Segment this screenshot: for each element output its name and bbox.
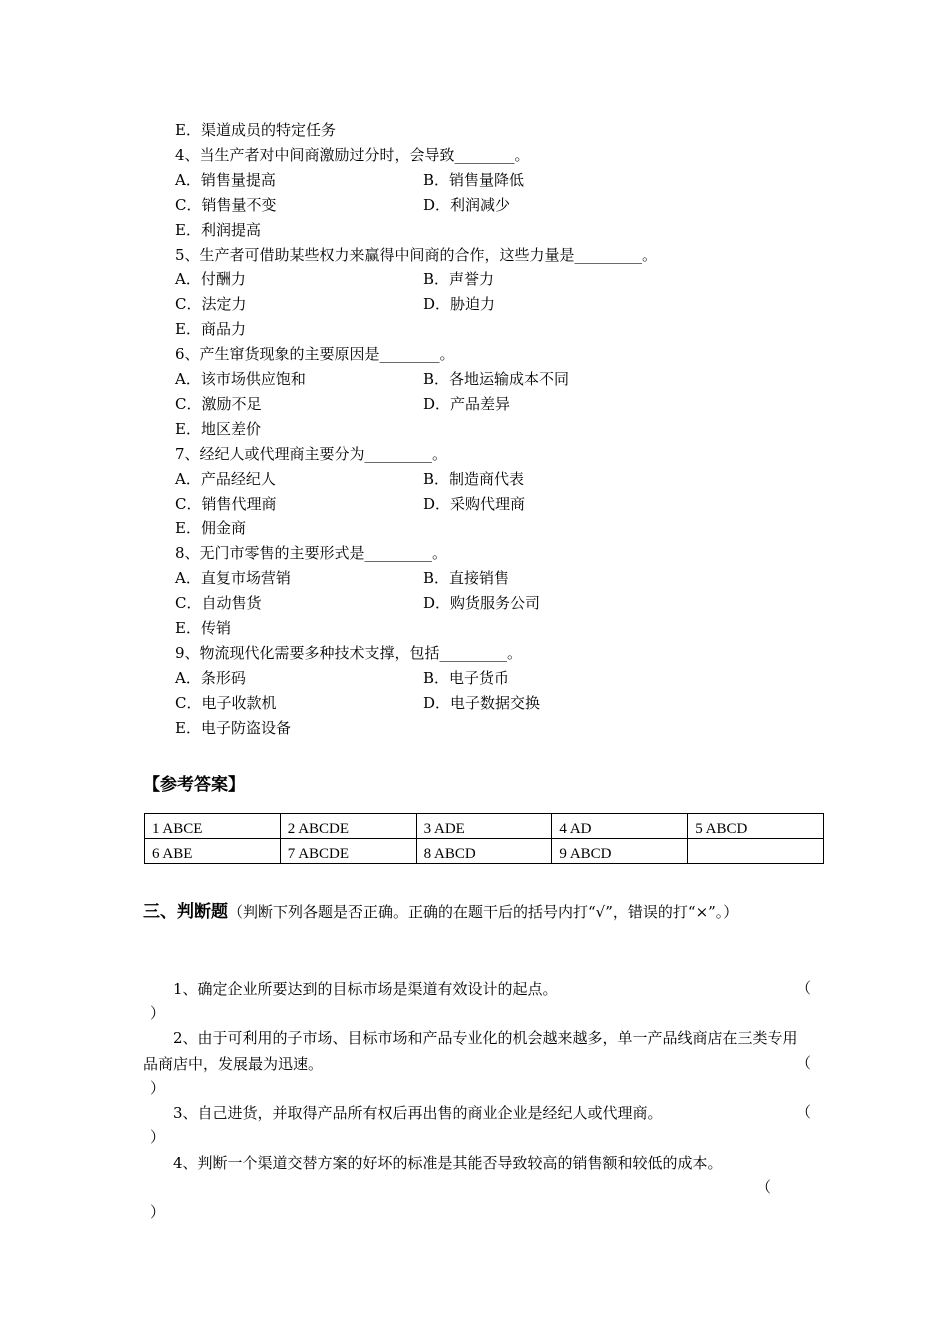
answer-paren-open: （ (756, 1178, 772, 1196)
answer-paren-close: ） (150, 1128, 166, 1146)
option-text: B．直接销售 (423, 569, 510, 587)
option-text: B．销售量降低 (423, 171, 525, 189)
option-text: D．购货服务公司 (423, 594, 541, 612)
option-text: B．制造商代表 (423, 470, 525, 488)
option-text: A．直复市场营销 (175, 569, 291, 587)
question-stem: 7、经纪人或代理商主要分为_________。 (175, 445, 448, 463)
option-text: E．传销 (175, 619, 231, 637)
answer-paren-close: ） (150, 1079, 166, 1097)
option-text: C．销售代理商 (175, 495, 277, 513)
answer-cell: 8 ABCD (416, 839, 552, 864)
question-stem: 6、产生窜货现象的主要原因是________。 (175, 345, 455, 363)
answer-cell: 1 ABCE (145, 814, 281, 839)
option-text: D．采购代理商 (423, 495, 526, 513)
table-row (145, 814, 824, 839)
answer-paren-close: ） (150, 1004, 166, 1022)
section-instructions: （判断下列各题是否正确。正确的在题干后的括号内打“√”，错误的打“×”。） (228, 903, 739, 921)
option-text: C．激励不足 (175, 395, 262, 413)
option-text: D．产品差异 (423, 395, 511, 413)
option-text: B．声誉力 (423, 270, 495, 288)
option-text: C．法定力 (175, 295, 247, 313)
option-text: D．电子数据交换 (423, 694, 541, 712)
tf-question: 3、自己进货，并取得产品所有权后再出售的商业企业是经纪人或代理商。 (143, 1104, 663, 1122)
option-text: A．条形码 (175, 669, 246, 687)
option-text: A．产品经纪人 (175, 470, 276, 488)
answer-cell: 5 ABCD (688, 814, 824, 839)
option-text: C．电子收款机 (175, 694, 277, 712)
question-stem: 4、当生产者对中间商激励过分时，会导致________。 (175, 146, 530, 164)
option-text: E．地区差价 (175, 420, 261, 438)
option-text: D．胁迫力 (423, 295, 496, 313)
answer-key-table (144, 813, 824, 864)
answer-paren-open: （ (796, 1054, 812, 1072)
answer-paren-open: （ (796, 979, 812, 997)
answer-cell: 9 ABCD (552, 839, 688, 864)
answer-cell: 2 ABCDE (280, 814, 416, 839)
answer-paren-open: （ (796, 1103, 812, 1121)
option-text: C．销售量不变 (175, 196, 277, 214)
option-text: A．该市场供应饱和 (175, 370, 306, 388)
question-stem: 5、生产者可借助某些权力来赢得中间商的合作，这些力量是_________。 (175, 246, 658, 264)
answer-cell: 7 ABCDE (280, 839, 416, 864)
option-text: B．电子货币 (423, 669, 510, 687)
table-row (145, 839, 824, 864)
option-text: E．佣金商 (175, 519, 246, 537)
option-text: E．电子防盗设备 (175, 719, 291, 737)
tf-question: 4、判断一个渠道交替方案的好坏的标准是其能否导致较高的销售额和较低的成本。 (143, 1154, 723, 1172)
answer-cell (688, 839, 824, 864)
option-text: E．商品力 (175, 320, 246, 338)
answer-paren-close: ） (150, 1203, 166, 1221)
option-text: E．渠道成员的特定任务 (175, 121, 336, 139)
section-title: 三、判断题 (143, 902, 228, 922)
answer-cell: 6 ABE (145, 839, 281, 864)
tf-question: 2、由于可利用的子市场、目标市场和产品专业化的机会越来越多，单一产品线商店在三类专用品商店中，发展最为迅速。 (143, 1029, 798, 1073)
tf-question: 1、确定企业所要达到的目标市场是渠道有效设计的起点。 (143, 980, 558, 998)
answer-key-heading: 【参考答案】 (143, 775, 245, 795)
true-false-section-header (143, 898, 823, 926)
answer-cell: 4 AD (552, 814, 688, 839)
option-text: D．利润减少 (423, 196, 511, 214)
answer-cell: 3 ADE (416, 814, 552, 839)
option-text: A．销售量提高 (175, 171, 276, 189)
question-stem: 9、物流现代化需要多种技术支撑，包括_________。 (175, 644, 523, 662)
option-text: E．利润提高 (175, 221, 261, 239)
option-text: B．各地运输成本不同 (423, 370, 570, 388)
option-text: A．付酬力 (175, 270, 246, 288)
option-text: C．自动售货 (175, 594, 262, 612)
question-stem: 8、无门市零售的主要形式是_________。 (175, 544, 448, 562)
